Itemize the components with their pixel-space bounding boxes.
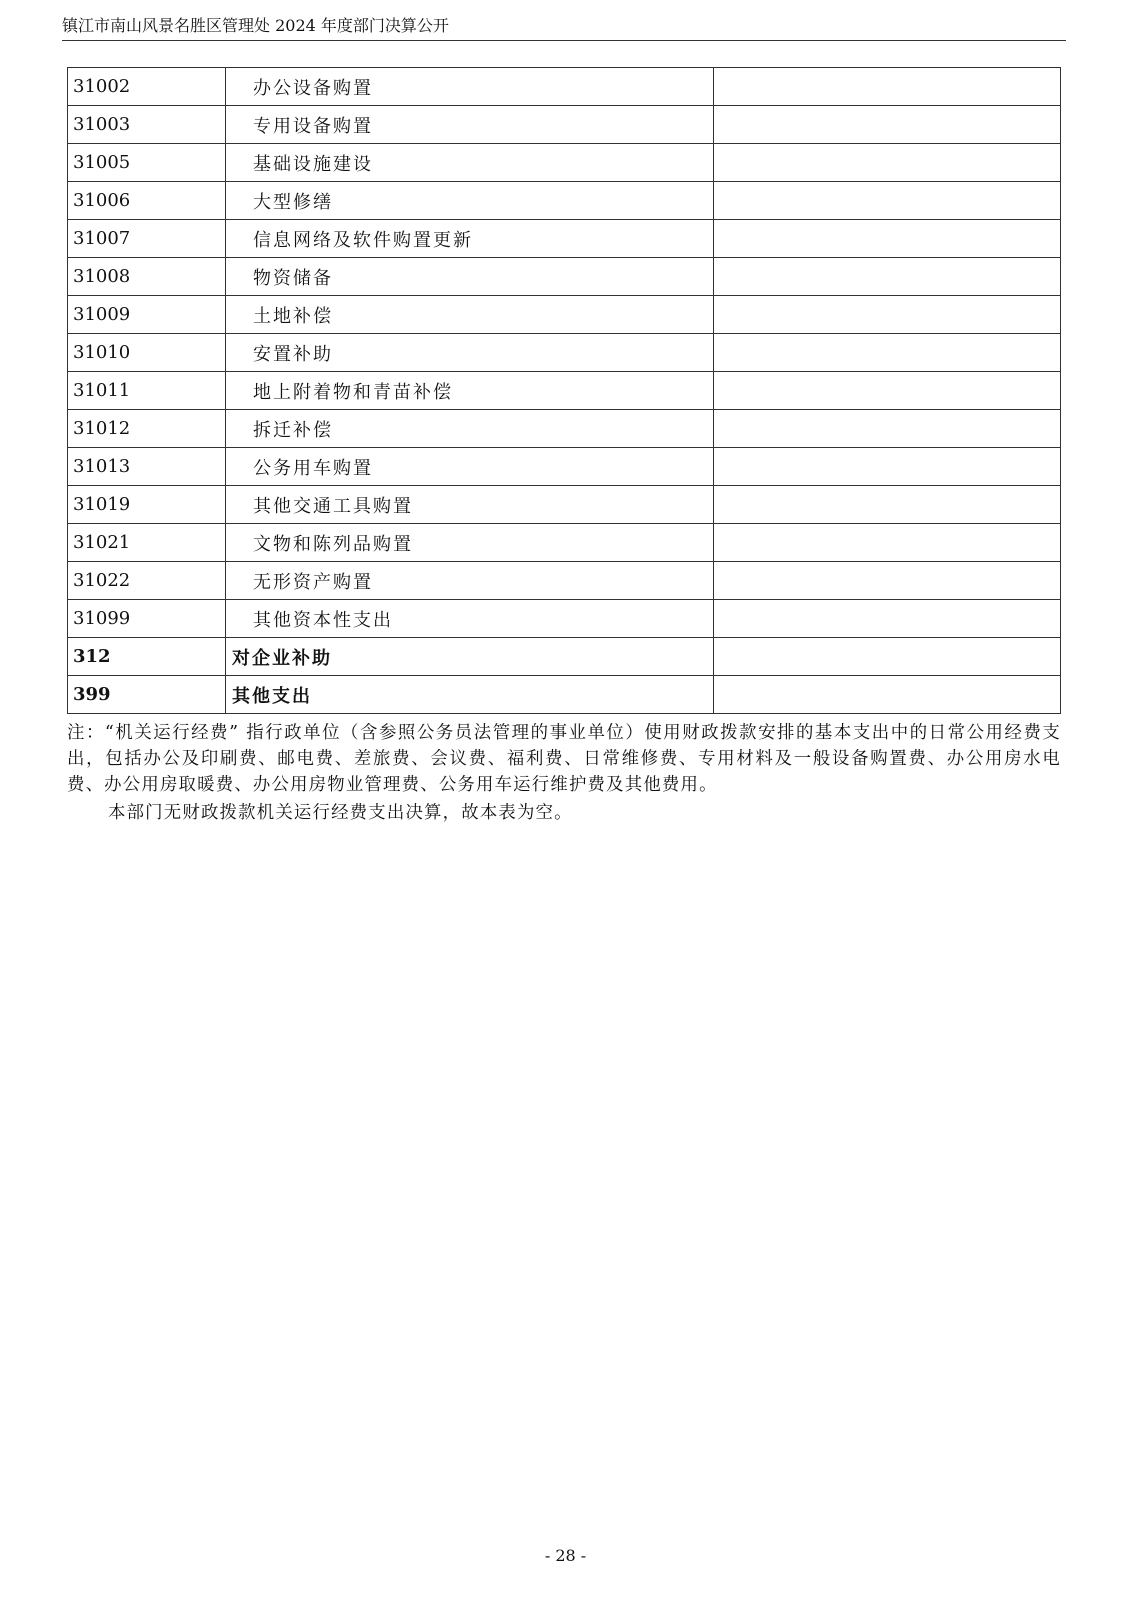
row-code-cell: 312 — [68, 638, 226, 676]
table-row — [68, 486, 1061, 524]
table-row — [68, 562, 1061, 600]
row-value-cell — [714, 638, 1061, 676]
row-name-cell: 办公设备购置 — [226, 68, 714, 106]
row-value-cell — [714, 182, 1061, 220]
row-code-cell: 31003 — [68, 106, 226, 144]
row-code-cell: 31005 — [68, 144, 226, 182]
row-code-cell: 31009 — [68, 296, 226, 334]
row-value-cell — [714, 334, 1061, 372]
table-row — [68, 676, 1061, 714]
row-code-cell: 31010 — [68, 334, 226, 372]
table-row — [68, 372, 1061, 410]
row-value-cell — [714, 106, 1061, 144]
row-value-cell — [714, 144, 1061, 182]
row-name-cell: 地上附着物和青苗补偿 — [226, 372, 714, 410]
row-value-cell — [714, 676, 1061, 714]
row-value-cell — [714, 486, 1061, 524]
table-row — [68, 524, 1061, 562]
table-row — [68, 182, 1061, 220]
table-body — [68, 68, 1061, 714]
row-value-cell — [714, 258, 1061, 296]
row-name-cell: 其他资本性支出 — [226, 600, 714, 638]
row-value-cell — [714, 372, 1061, 410]
row-name-cell: 基础设施建设 — [226, 144, 714, 182]
row-code-cell: 31099 — [68, 600, 226, 638]
empty-table-statement: 本部门无财政拨款机关运行经费支出决算，故本表为空。 — [108, 803, 573, 823]
row-code-cell: 31012 — [68, 410, 226, 448]
row-value-cell — [714, 562, 1061, 600]
row-code-cell: 31011 — [68, 372, 226, 410]
table-row — [68, 600, 1061, 638]
row-code-cell: 31013 — [68, 448, 226, 486]
row-name-cell: 文物和陈列品购置 — [226, 524, 714, 562]
document-header — [62, 14, 1066, 41]
row-code-cell: 31019 — [68, 486, 226, 524]
table-row — [68, 258, 1061, 296]
row-name-cell: 无形资产购置 — [226, 562, 714, 600]
table-row — [68, 144, 1061, 182]
row-value-cell — [714, 296, 1061, 334]
row-name-cell: 物资储备 — [226, 258, 714, 296]
row-value-cell — [714, 220, 1061, 258]
row-name-cell: 其他交通工具购置 — [226, 486, 714, 524]
table-row — [68, 448, 1061, 486]
table-row — [68, 638, 1061, 676]
row-name-cell: 大型修缮 — [226, 182, 714, 220]
table-row — [68, 68, 1061, 106]
row-name-cell: 安置补助 — [226, 334, 714, 372]
note-paragraph: 注：“机关运行经费” 指行政单位（含参照公务员法管理的事业单位）使用财政拨款安排的基本支出中的日常公用经费支出，包括办公及印刷费、邮电费、差旅费、会议费、福利费、日常维修费、专用材料及一般设备购置费、办公用房水电费、办公用房取暖费、办公用房物业管理费、公务用车运行维护费及其他费用。 — [67, 723, 1061, 795]
row-value-cell — [714, 410, 1061, 448]
table-row — [68, 220, 1061, 258]
row-code-cell: 31008 — [68, 258, 226, 296]
table-row — [68, 334, 1061, 372]
row-value-cell — [714, 68, 1061, 106]
row-value-cell — [714, 448, 1061, 486]
row-value-cell — [714, 524, 1061, 562]
row-code-cell: 31007 — [68, 220, 226, 258]
row-code-cell: 31006 — [68, 182, 226, 220]
table-row — [68, 106, 1061, 144]
row-value-cell — [714, 600, 1061, 638]
row-name-cell: 土地补偿 — [226, 296, 714, 334]
document-title: 镇江市南山风景名胜区管理处 2024 年度部门决算公开 — [62, 16, 449, 35]
row-name-cell: 对企业补助 — [226, 638, 714, 676]
table-row — [68, 296, 1061, 334]
row-code-cell: 31022 — [68, 562, 226, 600]
row-code-cell: 31002 — [68, 68, 226, 106]
row-name-cell: 其他支出 — [226, 676, 714, 714]
row-name-cell: 拆迁补偿 — [226, 410, 714, 448]
expenditure-table — [67, 67, 1061, 714]
row-code-cell: 399 — [68, 676, 226, 714]
table-row — [68, 410, 1061, 448]
row-name-cell: 信息网络及软件购置更新 — [226, 220, 714, 258]
row-name-cell: 专用设备购置 — [226, 106, 714, 144]
row-code-cell: 31021 — [68, 524, 226, 562]
row-name-cell: 公务用车购置 — [226, 448, 714, 486]
page-number: - 28 - — [544, 1546, 587, 1565]
